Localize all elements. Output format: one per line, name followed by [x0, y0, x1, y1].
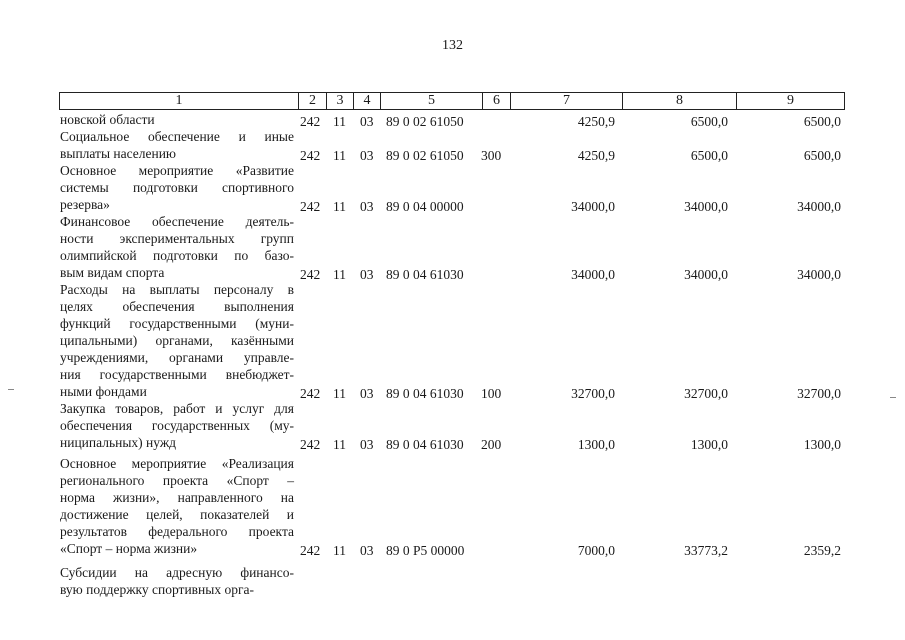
- amount-cell-c7: 34000,0: [571, 199, 615, 214]
- code-cell-c4: 03: [360, 148, 374, 163]
- description-line: Основное мероприятие «Реализация: [60, 456, 294, 471]
- amount-cell-c9: 32700,0: [797, 386, 841, 401]
- description-line: резерва»: [60, 197, 110, 212]
- amount-cell-c9: 6500,0: [803, 148, 841, 163]
- code-cell-c3: 11: [333, 199, 346, 214]
- description-line: вым видам спорта: [60, 265, 165, 280]
- description-line: выплаты населению: [60, 146, 177, 161]
- header-col-3: 3: [326, 93, 353, 109]
- amount-cell-c8: 33773,2: [684, 543, 728, 558]
- code-cell-c3: 11: [333, 267, 346, 282]
- description-line: новской области: [60, 112, 155, 127]
- description-line: целях обеспечения выполнения: [60, 299, 294, 314]
- code-cell-c5: 89 0 04 61030: [386, 267, 464, 282]
- table-row: [0, 436, 905, 453]
- description-line: ципальными) органами, казёнными: [60, 333, 294, 348]
- description-line: регионального проекта «Спорт –: [60, 473, 294, 488]
- header-col-5: 5: [380, 93, 482, 109]
- code-cell-c2: 242: [300, 199, 321, 214]
- code-cell-c3: 11: [333, 148, 346, 163]
- code-cell-c2: 242: [300, 543, 321, 558]
- scan-margin-mark: [890, 397, 896, 398]
- description-line: Основное мероприятие «Развитие: [60, 163, 294, 178]
- amount-cell-c7: 32700,0: [571, 386, 615, 401]
- code-cell-c6: 200: [481, 437, 502, 452]
- code-cell-c5: 89 0 02 61050: [386, 114, 464, 129]
- description-line: Социальное обеспечение и иные: [60, 129, 294, 144]
- table-row: [0, 542, 905, 559]
- code-cell-c5: 89 0 02 61050: [386, 148, 464, 163]
- amount-cell-c9: 34000,0: [797, 267, 841, 282]
- table-row: [0, 583, 905, 600]
- code-cell-c6: 300: [481, 148, 502, 163]
- code-cell-c2: 242: [300, 437, 321, 452]
- code-cell-c4: 03: [360, 267, 374, 282]
- amount-cell-c9: 1300,0: [803, 437, 841, 452]
- description-line: норма жизни», направленного на: [60, 490, 294, 505]
- description-line: олимпийской подготовки по базо-: [60, 248, 294, 263]
- amount-cell-c8: 34000,0: [684, 267, 728, 282]
- code-cell-c4: 03: [360, 114, 374, 129]
- description-line: Расходы на выплаты персоналу в: [60, 282, 294, 297]
- code-cell-c3: 11: [333, 386, 346, 401]
- description-line: ния государственными внебюджет-: [60, 367, 294, 382]
- header-col-7: 7: [510, 93, 622, 109]
- amount-cell-c7: 34000,0: [571, 267, 615, 282]
- description-line: ными фондами: [60, 384, 147, 399]
- amount-cell-c7: 4250,9: [577, 148, 615, 163]
- page-number: 132: [442, 38, 463, 53]
- description-line: системы подготовки спортивного: [60, 180, 294, 195]
- amount-cell-c8: 6500,0: [690, 148, 728, 163]
- code-cell-c5: 89 0 P5 00000: [386, 543, 465, 558]
- code-cell-c4: 03: [360, 543, 374, 558]
- header-col-2: 2: [298, 93, 326, 109]
- row-description: [60, 281, 294, 400]
- code-cell-c5: 89 0 04 61030: [386, 437, 464, 452]
- amount-cell-c7: 7000,0: [577, 543, 615, 558]
- code-cell-c2: 242: [300, 267, 321, 282]
- code-cell-c3: 11: [333, 437, 346, 452]
- code-cell-c6: 100: [481, 386, 502, 401]
- code-cell-c3: 11: [333, 543, 346, 558]
- description-line: обеспечения государственных (му-: [60, 418, 294, 433]
- code-cell-c4: 03: [360, 386, 374, 401]
- description-line: ности экспериментальных групп: [60, 231, 294, 246]
- code-cell-c5: 89 0 04 61030: [386, 386, 464, 401]
- code-cell-c2: 242: [300, 386, 321, 401]
- header-col-6: 6: [482, 93, 510, 109]
- code-cell-c4: 03: [360, 199, 374, 214]
- amount-cell-c7: 1300,0: [577, 437, 615, 452]
- amount-cell-c8: 1300,0: [690, 437, 728, 452]
- description-line: результатов федерального проекта: [60, 524, 294, 539]
- amount-cell-c9: 6500,0: [803, 114, 841, 129]
- description-line: ниципальных) нужд: [60, 435, 177, 450]
- amount-cell-c8: 34000,0: [684, 199, 728, 214]
- code-cell-c5: 89 0 04 00000: [386, 199, 464, 214]
- description-line: достижение целей, показателей и: [60, 507, 294, 522]
- amount-cell-c9: 2359,2: [803, 543, 841, 558]
- amount-cell-c8: 32700,0: [684, 386, 728, 401]
- header-col-9: 9: [736, 93, 844, 109]
- table-header-row: [59, 92, 845, 110]
- description-line: функций государственными (муни-: [60, 316, 294, 331]
- amount-cell-c7: 4250,9: [577, 114, 615, 129]
- code-cell-c4: 03: [360, 437, 374, 452]
- amount-cell-c8: 6500,0: [690, 114, 728, 129]
- header-col-8: 8: [622, 93, 736, 109]
- code-cell-c2: 242: [300, 114, 321, 129]
- code-cell-c3: 11: [333, 114, 346, 129]
- header-col-1: 1: [175, 93, 183, 108]
- description-line: вую поддержку спортивных орга-: [60, 582, 254, 597]
- code-cell-c2: 242: [300, 148, 321, 163]
- header-col-4: 4: [353, 93, 380, 109]
- description-line: Финансовое обеспечение деятель-: [60, 214, 294, 229]
- scan-margin-mark: [8, 389, 14, 390]
- description-line: «Спорт – норма жизни»: [60, 541, 198, 556]
- description-line: учреждениями, органами управле-: [60, 350, 294, 365]
- amount-cell-c9: 34000,0: [797, 199, 841, 214]
- description-line: Закупка товаров, работ и услуг для: [60, 401, 294, 416]
- description-line: Субсидии на адресную финансо-: [60, 565, 294, 580]
